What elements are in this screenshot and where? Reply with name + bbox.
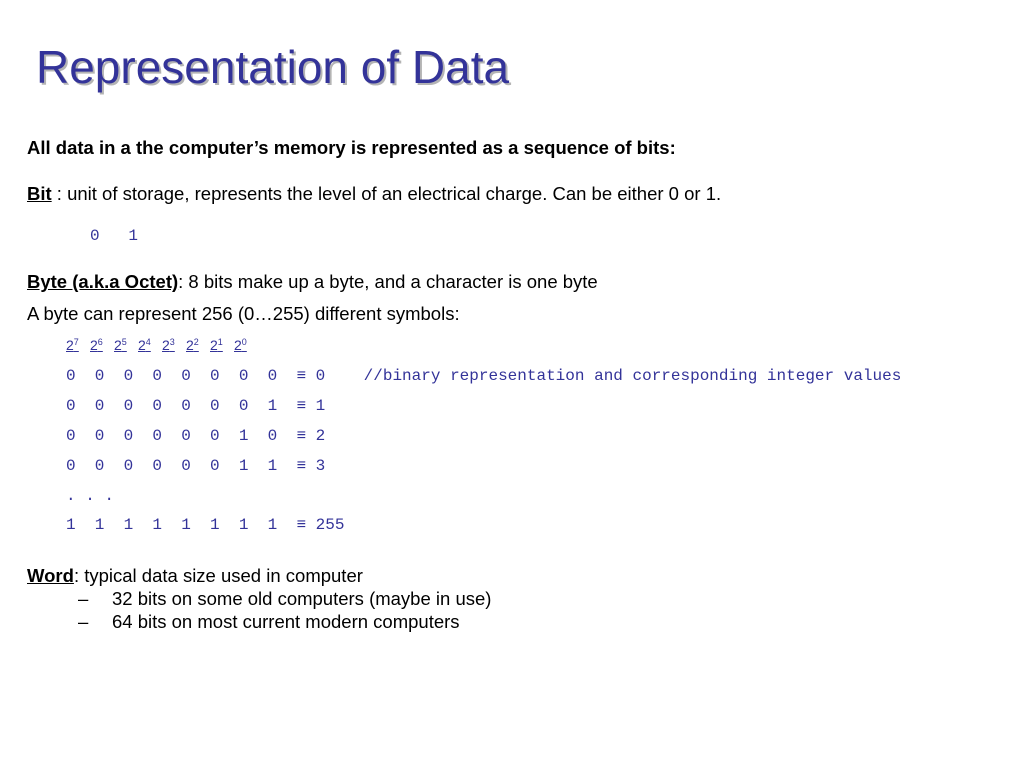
power-term: $2^1$ — [210, 337, 223, 353]
bit-values: 0 1 — [90, 227, 139, 245]
binary-row: 0 0 0 0 0 0 0 0 ≡ 0 //binary representation and corresponding integer values — [66, 367, 902, 385]
slide-title: Representation of Data — [36, 41, 510, 93]
power-term: $2^0$ — [234, 337, 247, 353]
word-list-item-text: 64 bits on most current modern computers — [112, 611, 460, 632]
word-definition — [27, 567, 363, 586]
power-term: $2^3$ — [162, 337, 175, 353]
word-list-item-text: 32 bits on some old computers (maybe in use) — [112, 588, 492, 609]
powers-of-two-header — [66, 337, 254, 353]
word-term: Word — [27, 565, 74, 586]
byte-definition — [27, 273, 598, 292]
power-term: $2^6$ — [90, 337, 103, 353]
word-list-item — [78, 613, 460, 632]
power-term: $2^2$ — [186, 337, 199, 353]
power-term: $2^4$ — [138, 337, 151, 353]
intro-text: All data in a the computer’s memory is represented as a sequence of bits: — [27, 137, 676, 158]
word-definition-text: : typical data size used in computer — [73, 565, 363, 586]
dash-bullet: – — [78, 588, 89, 609]
power-term: $2^5$ — [114, 337, 127, 353]
binary-row: 0 0 0 0 0 0 1 0 ≡ 2 — [66, 427, 326, 445]
bit-definition-text: : unit of storage, represents the level of an electrical charge. Can be either 0 or 1. — [51, 183, 722, 204]
binary-row: 1 1 1 1 1 1 1 1 ≡ 255 — [66, 516, 345, 534]
dash-bullet: – — [78, 611, 89, 632]
binary-row: 0 0 0 0 0 0 1 1 ≡ 3 — [66, 457, 326, 475]
byte-symbols-line: A byte can represent 256 (0…255) different symbols: — [27, 303, 460, 324]
byte-definition-text: : 8 bits make up a byte, and a character is one byte — [178, 271, 598, 292]
binary-row: 0 0 0 0 0 0 0 1 ≡ 1 — [66, 397, 326, 415]
bit-term: Bit — [27, 183, 52, 204]
bit-definition — [27, 185, 721, 204]
power-term: $2^7$ — [66, 337, 79, 353]
word-list-item — [78, 590, 491, 609]
binary-ellipsis-row: . . . — [66, 487, 115, 505]
byte-term: Byte (a.k.a Octet) — [27, 271, 179, 292]
